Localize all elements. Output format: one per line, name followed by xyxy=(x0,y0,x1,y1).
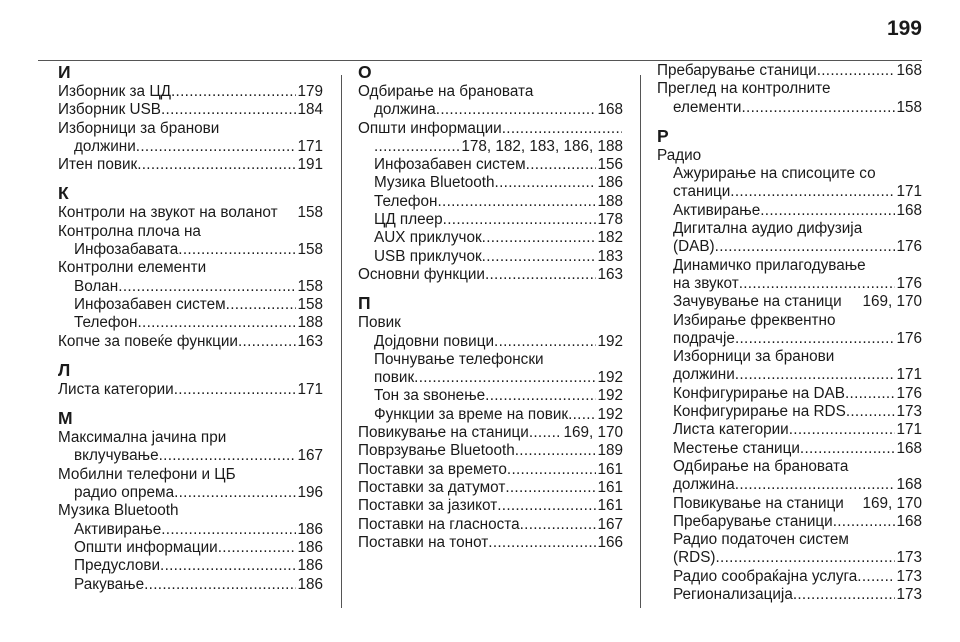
index-page-reference: 168 xyxy=(896,201,922,219)
index-entry-text: Изборник USB xyxy=(58,101,161,119)
index-entry-text: должини xyxy=(673,366,735,384)
dot-leader xyxy=(485,266,597,284)
index-entry xyxy=(358,497,623,515)
index-entry xyxy=(358,156,623,174)
index-entry xyxy=(58,101,323,119)
dot-leader xyxy=(495,174,597,192)
dot-leader xyxy=(857,568,895,586)
dot-leader xyxy=(568,406,596,424)
index-entry-text: Повик xyxy=(358,314,401,332)
dot-leader xyxy=(735,366,896,384)
dot-leader xyxy=(414,369,596,387)
index-page-reference: 161 xyxy=(597,460,623,478)
index-page-reference: 173 xyxy=(896,403,922,421)
index-letter-heading: И xyxy=(58,62,71,82)
index-entry-text: радио опрема xyxy=(74,484,175,502)
index-column-3 xyxy=(657,62,922,604)
index-entry xyxy=(657,586,922,604)
index-entry-text: Конфигурирање на DAB xyxy=(673,384,845,402)
dot-leader xyxy=(178,241,296,259)
index-entry xyxy=(58,156,323,174)
index-page-reference: 167 xyxy=(597,515,623,533)
index-page-reference: 192 xyxy=(597,332,623,350)
dot-leader xyxy=(800,440,896,458)
index-page-reference: 173 xyxy=(896,586,922,604)
dot-leader xyxy=(846,403,896,421)
dot-leader xyxy=(502,120,622,138)
index-entry-text: Динамичко прилагодување xyxy=(673,256,866,274)
index-entry-text: Основни функции xyxy=(358,265,485,283)
index-entry-text: Поставки за датумот xyxy=(358,478,506,496)
index-entry xyxy=(358,266,623,284)
index-entry xyxy=(358,479,623,497)
index-page-reference: 192 xyxy=(597,405,623,423)
index-entry-text: Инфозабавен систем xyxy=(74,295,226,313)
column-divider xyxy=(640,75,641,608)
index-entry xyxy=(358,211,623,229)
index-letter-heading: П xyxy=(358,293,371,314)
index-entry-text: елементи xyxy=(673,98,742,116)
dot-leader xyxy=(226,296,297,314)
index-entry-text: Копче за повеќе функции xyxy=(58,332,238,350)
index-entry xyxy=(657,385,922,403)
index-page-reference: 182 xyxy=(597,229,623,247)
index-entry-text: Волан xyxy=(74,277,119,295)
index-entry-text: Активирање xyxy=(673,201,761,219)
index-page-reference: 196 xyxy=(297,484,323,502)
index-entry-text: (DAB) xyxy=(673,238,715,256)
index-page-reference: 179 xyxy=(297,83,323,100)
index-entry-text: Местење станици xyxy=(673,439,800,457)
index-entry-text: Изборник за ЦД xyxy=(58,83,171,100)
index-entry xyxy=(358,516,623,534)
dot-leader xyxy=(159,447,297,465)
index-entry-text: Пребарување станици xyxy=(673,512,833,530)
index-entry-text: Музика Bluetooth xyxy=(374,174,495,192)
index-entry-text: Изборници за бранови xyxy=(58,119,220,137)
index-page-reference: 186 xyxy=(297,538,323,556)
dot-leader xyxy=(715,238,896,256)
dot-leader xyxy=(716,549,896,567)
index-entry-text: вклучување xyxy=(74,447,159,465)
index-entry xyxy=(58,447,323,465)
index-entry-text: Телефон xyxy=(74,314,138,332)
dot-leader xyxy=(741,99,895,117)
index-entry xyxy=(58,521,323,539)
index-entry-text: Предуслови xyxy=(74,557,161,575)
index-entry xyxy=(58,484,323,502)
index-page-reference: 169, 170 xyxy=(563,424,623,442)
index-letter-heading: М xyxy=(58,408,73,429)
dot-leader xyxy=(845,385,896,403)
index-entry xyxy=(58,241,323,259)
dot-leader xyxy=(793,586,896,604)
dot-leader xyxy=(735,476,896,494)
dot-leader xyxy=(436,101,597,119)
index-entry xyxy=(657,238,922,256)
index-entry xyxy=(657,549,922,567)
dot-leader xyxy=(171,83,296,101)
index-entry xyxy=(657,99,922,117)
index-entry xyxy=(58,138,323,156)
index-entry-text: AUX приклучок xyxy=(374,229,482,247)
index-letter-heading: К xyxy=(58,183,69,204)
index-entry-text: Почнување телефонски xyxy=(374,350,544,368)
index-entry-text: Регионализација xyxy=(673,586,793,604)
index-entry-text: Изборници за бранови xyxy=(673,348,835,366)
index-entry-text: Општи информации xyxy=(358,119,502,137)
dot-leader xyxy=(374,138,460,156)
index-entry-text: Повикување на станици xyxy=(673,494,844,512)
index-entry-text: Музика Bluetooth xyxy=(58,502,179,520)
index-page-reference: 191 xyxy=(297,156,323,174)
index-entry-text: Ажурирање на списоците со xyxy=(673,165,876,183)
index-page-reference: 188 xyxy=(597,192,623,210)
dot-leader xyxy=(497,497,596,515)
index-page-reference: 171 xyxy=(297,380,323,398)
index-entry-text: (RDS) xyxy=(673,549,716,567)
dot-leader xyxy=(485,387,596,405)
dot-leader xyxy=(760,202,895,220)
dot-leader xyxy=(505,479,596,497)
dot-leader xyxy=(529,424,563,442)
index-page-reference: 168 xyxy=(896,62,922,79)
index-entry-text: Контролна плоча на xyxy=(58,222,201,240)
index-page-reference: 163 xyxy=(297,332,323,350)
index-page-reference: 171 xyxy=(896,366,922,384)
index-entry-text: Општи информации xyxy=(74,538,218,556)
dot-leader xyxy=(526,156,597,174)
index-entry xyxy=(358,248,623,266)
index-entry-text: Телефон xyxy=(374,192,438,210)
dot-leader xyxy=(160,557,296,575)
dot-leader xyxy=(730,183,895,201)
page-number: 199 xyxy=(886,17,922,40)
index-entry xyxy=(358,424,623,442)
index-page-reference: 186 xyxy=(297,520,323,538)
index-entry xyxy=(358,369,623,387)
index-entry-text: Одбирање на брановата xyxy=(673,457,849,475)
dot-leader xyxy=(443,211,597,229)
index-entry-text: Одбирање на брановата xyxy=(358,83,534,100)
index-entry-text: станици xyxy=(673,183,731,201)
index-entry xyxy=(657,293,922,311)
index-entry xyxy=(358,174,623,192)
index-page-reference: 186 xyxy=(297,557,323,575)
index-entry-text: Радио сообраќајна услуга xyxy=(673,567,858,585)
index-entry-text: Контроли на звукот на воланот xyxy=(58,204,278,222)
index-entry xyxy=(358,138,623,156)
index-page-reference: 168 xyxy=(896,439,922,457)
index-entry xyxy=(657,202,922,220)
index-entry xyxy=(358,333,623,351)
dot-leader xyxy=(494,333,596,351)
index-entry-text: Дигитална аудио дифузија xyxy=(673,220,863,238)
index-entry-text: Тон за ѕвонење xyxy=(374,387,486,405)
index-entry xyxy=(657,421,922,439)
index-page-reference: 169, 170 xyxy=(862,494,922,512)
index-entry-text: Поставки на гласноста xyxy=(358,515,520,533)
index-letter-heading: Р xyxy=(657,125,669,146)
index-page-reference: 167 xyxy=(297,447,323,465)
dot-leader xyxy=(520,516,597,534)
index-entry-text: USB приклучок xyxy=(374,247,482,265)
index-entry xyxy=(657,275,922,293)
dot-leader xyxy=(735,330,896,348)
index-page-reference: 158 xyxy=(297,204,323,222)
dot-leader xyxy=(137,314,296,332)
index-entry-text: Ракување xyxy=(74,575,145,593)
index-page-reference: 183 xyxy=(597,247,623,265)
dot-leader xyxy=(482,248,597,266)
dot-leader xyxy=(161,521,296,539)
index-page-reference: 184 xyxy=(297,101,323,119)
index-entry-text: Мобилни телефони и ЦБ xyxy=(58,465,236,483)
index-entry xyxy=(657,513,922,531)
index-page-reference: 192 xyxy=(597,387,623,405)
index-entry-text: Повикување на станици xyxy=(358,424,529,442)
index-entry xyxy=(657,476,922,494)
index-page-reference: 161 xyxy=(597,478,623,496)
index-entry-text: Итен повик xyxy=(58,156,138,174)
dot-leader xyxy=(789,421,896,439)
index-entry-text: должина xyxy=(374,101,436,119)
index-page-reference: 188 xyxy=(297,314,323,332)
index-entry xyxy=(657,366,922,384)
index-entry-text: Поставки на тонот xyxy=(358,533,489,551)
index-entry xyxy=(358,461,623,479)
index-letter-heading: Л xyxy=(58,359,71,380)
column-divider xyxy=(341,75,342,608)
index-entry-text: Зачувување на станици xyxy=(673,293,842,311)
index-entry xyxy=(358,534,623,552)
dot-leader xyxy=(174,484,296,502)
index-entry xyxy=(58,314,323,332)
index-page-reference: 161 xyxy=(597,497,623,515)
index-letter-heading: О xyxy=(358,62,372,82)
index-page-reference: 171 xyxy=(896,421,922,439)
index-page-reference: 178, 182, 183, 186, 188 xyxy=(461,137,623,155)
index-entry-text: Преглед на контролните xyxy=(657,80,831,98)
index-entry-text: подрачје xyxy=(673,329,735,347)
index-page-reference: 186 xyxy=(597,174,623,192)
index-entry xyxy=(358,406,623,424)
dot-leader xyxy=(488,534,596,552)
index-column-1 xyxy=(58,62,323,594)
index-page-reference: 168 xyxy=(597,101,623,119)
index-entry-text: Конфигурирање на RDS xyxy=(673,403,846,421)
dot-leader xyxy=(833,513,896,531)
index-entry xyxy=(657,495,922,513)
index-page-reference: 171 xyxy=(896,183,922,201)
dot-leader xyxy=(144,576,296,594)
index-entry-text: Дојдовни повици xyxy=(374,332,495,350)
index-entry-text: ЦД плеер xyxy=(374,211,443,229)
index-entry-text: Максимална јачина при xyxy=(58,429,227,447)
dot-leader xyxy=(515,442,597,460)
index-entry xyxy=(358,442,623,460)
index-entry xyxy=(657,568,922,586)
index-entry xyxy=(657,403,922,421)
index-entry xyxy=(58,278,323,296)
dot-leader xyxy=(218,539,297,557)
index-entry-text: повик xyxy=(374,369,415,387)
index-page-reference: 169, 170 xyxy=(862,293,922,311)
index-page-reference: 168 xyxy=(896,476,922,494)
index-page-reference: 168 xyxy=(896,512,922,530)
index-entry-text: Активирање xyxy=(74,520,162,538)
index-page-reference: 171 xyxy=(297,137,323,155)
index-page-reference: 158 xyxy=(297,241,323,259)
index-page-reference: 158 xyxy=(896,98,922,116)
index-entry-text: Инфозабавен систем xyxy=(374,156,526,174)
index-page-reference: 189 xyxy=(597,442,623,460)
index-entry xyxy=(58,576,323,594)
index-entry-text: Поврзување Bluetooth xyxy=(358,442,515,460)
dot-leader xyxy=(137,156,296,174)
index-page-reference: 186 xyxy=(297,575,323,593)
index-page-reference: 166 xyxy=(597,533,623,551)
index-entry-text: Избирање фреквентно xyxy=(673,311,836,329)
index-entry xyxy=(657,62,922,80)
index-entry xyxy=(358,193,623,211)
dot-leader xyxy=(437,193,596,211)
index-entry-text: должина xyxy=(673,476,735,494)
index-entry-text: Листа категории xyxy=(58,380,174,398)
dot-leader xyxy=(136,138,297,156)
index-entry-text: Инфозабавата xyxy=(74,241,179,259)
index-entry-text: должини xyxy=(74,137,136,155)
index-entry-text: Радио xyxy=(657,146,702,164)
index-entry xyxy=(657,440,922,458)
index-page-reference: 192 xyxy=(597,369,623,387)
index-entry xyxy=(58,557,323,575)
index-page-reference: 163 xyxy=(597,265,623,283)
index-column-2 xyxy=(358,62,623,552)
index-page-reference: 176 xyxy=(896,384,922,402)
index-page-reference: 176 xyxy=(896,329,922,347)
dot-leader xyxy=(118,278,296,296)
index-page-reference: 158 xyxy=(297,295,323,313)
index-entry xyxy=(657,183,922,201)
dot-leader xyxy=(238,333,297,351)
index-page-reference: 178 xyxy=(597,211,623,229)
index-entry-text: Поставки за времето xyxy=(358,460,507,478)
index-entry-text: Поставки за јазикот xyxy=(358,497,498,515)
index-entry-text: Листа категории xyxy=(673,421,789,439)
dot-leader xyxy=(817,62,896,80)
index-entry xyxy=(58,296,323,314)
index-entry xyxy=(358,387,623,405)
dot-leader xyxy=(507,461,597,479)
dot-leader xyxy=(739,275,896,293)
index-page-reference: 173 xyxy=(896,549,922,567)
index-page-reference: 158 xyxy=(297,277,323,295)
dot-leader xyxy=(482,229,597,247)
dot-leader xyxy=(161,101,296,119)
index-entry xyxy=(657,330,922,348)
index-entry xyxy=(58,539,323,557)
index-entry xyxy=(358,229,623,247)
index-entry-text: Контролни елементи xyxy=(58,259,207,277)
index-entry xyxy=(358,120,623,138)
header-rule xyxy=(38,60,922,61)
dot-leader xyxy=(174,381,297,399)
index-entry xyxy=(358,101,623,119)
index-entry xyxy=(58,381,323,399)
index-entry-text: Радио податочен систем xyxy=(673,531,849,549)
index-page-reference: 176 xyxy=(896,274,922,292)
index-entry-text: на звукот xyxy=(673,274,739,292)
index-page-reference: 156 xyxy=(597,156,623,174)
index-entry xyxy=(58,333,323,351)
index-page-reference: 173 xyxy=(896,567,922,585)
index-entry xyxy=(58,83,323,101)
index-page-reference: 176 xyxy=(896,238,922,256)
index-entry-text: Функции за време на повик xyxy=(374,405,569,423)
index-entry-text: Пребарување станици xyxy=(657,62,817,79)
index-entry xyxy=(58,204,323,222)
